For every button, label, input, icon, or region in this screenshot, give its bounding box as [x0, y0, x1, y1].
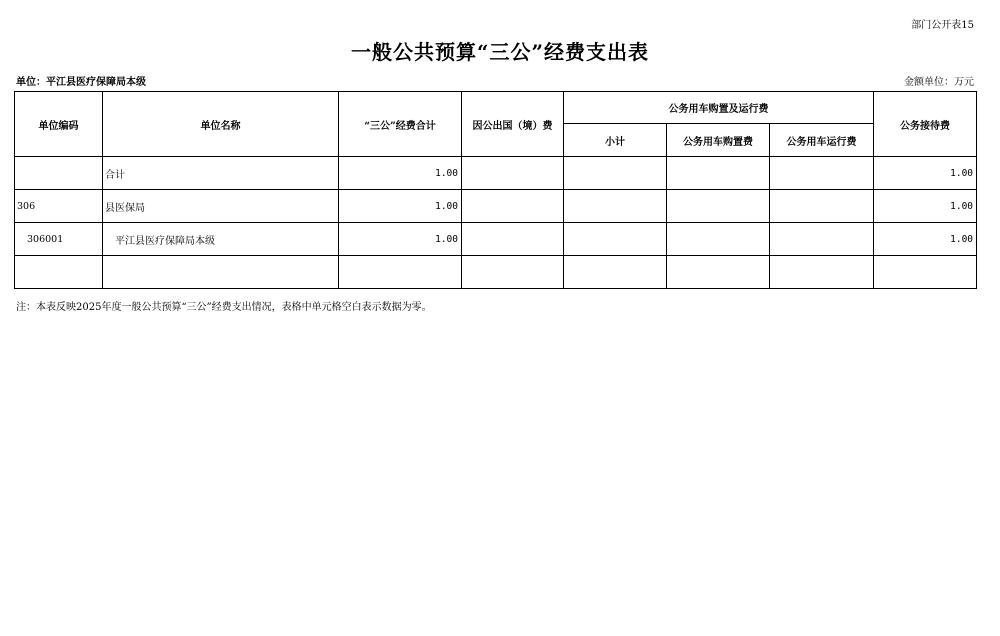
cell-abroad	[462, 157, 564, 190]
cell-name: 县医保局	[103, 190, 339, 223]
cell-reception	[874, 256, 977, 289]
page-title: 一般公共预算“三公”经费支出表	[350, 40, 649, 64]
cell-abroad	[462, 256, 564, 289]
cell-reception: 1.00	[874, 223, 977, 256]
cell-code	[15, 157, 103, 190]
header-vehicle-purchase: 公务用车购置费	[667, 124, 770, 157]
header-vehicle-operation: 公务用车运行费	[770, 124, 874, 157]
cell-total: 1.00	[339, 157, 462, 190]
cell-code: 306001	[15, 223, 103, 256]
cell-subtotal	[564, 190, 667, 223]
cell-operation	[770, 190, 874, 223]
cell-purchase	[667, 223, 770, 256]
cell-total: 1.00	[339, 223, 462, 256]
cell-name: 平江县医疗保障局本级	[103, 223, 339, 256]
header-subtotal: 小计	[564, 124, 667, 157]
cell-total	[339, 256, 462, 289]
cell-subtotal	[564, 256, 667, 289]
cell-name	[103, 256, 339, 289]
cell-reception: 1.00	[874, 157, 977, 190]
cell-operation	[770, 157, 874, 190]
cell-abroad	[462, 190, 564, 223]
cell-subtotal	[564, 223, 667, 256]
table-row	[15, 223, 977, 256]
header-row-1	[15, 92, 977, 124]
header-total: “三公”经费合计	[339, 92, 462, 157]
header-name: 单位名称	[103, 92, 339, 157]
expense-table	[14, 91, 977, 289]
unit-label: 单位：平江县医疗保障局本级	[16, 77, 146, 88]
header-reception: 公务接待费	[874, 92, 977, 157]
header-vehicle-group: 公务用车购置及运行费	[564, 92, 874, 124]
cell-code: 306	[15, 190, 103, 223]
cell-operation	[770, 223, 874, 256]
header-code: 单位编码	[15, 92, 103, 157]
cell-operation	[770, 256, 874, 289]
cell-subtotal	[564, 157, 667, 190]
cell-purchase	[667, 157, 770, 190]
table-row	[15, 256, 977, 289]
table-row	[15, 190, 977, 223]
cell-abroad	[462, 223, 564, 256]
cell-purchase	[667, 256, 770, 289]
cell-total: 1.00	[339, 190, 462, 223]
cell-reception: 1.00	[874, 190, 977, 223]
footnote: 注：本表反映2025年度一般公共预算“三公”经费支出情况，表格中单元格空白表示数据为零。	[16, 302, 432, 313]
table-number-label: 部门公开表15	[911, 20, 974, 31]
header-abroad: 因公出国（境）费	[462, 92, 564, 157]
amount-unit-label: 金额单位：万元	[904, 77, 974, 88]
cell-name: 合计	[103, 157, 339, 190]
table-row	[15, 157, 977, 190]
cell-purchase	[667, 190, 770, 223]
cell-code	[15, 256, 103, 289]
